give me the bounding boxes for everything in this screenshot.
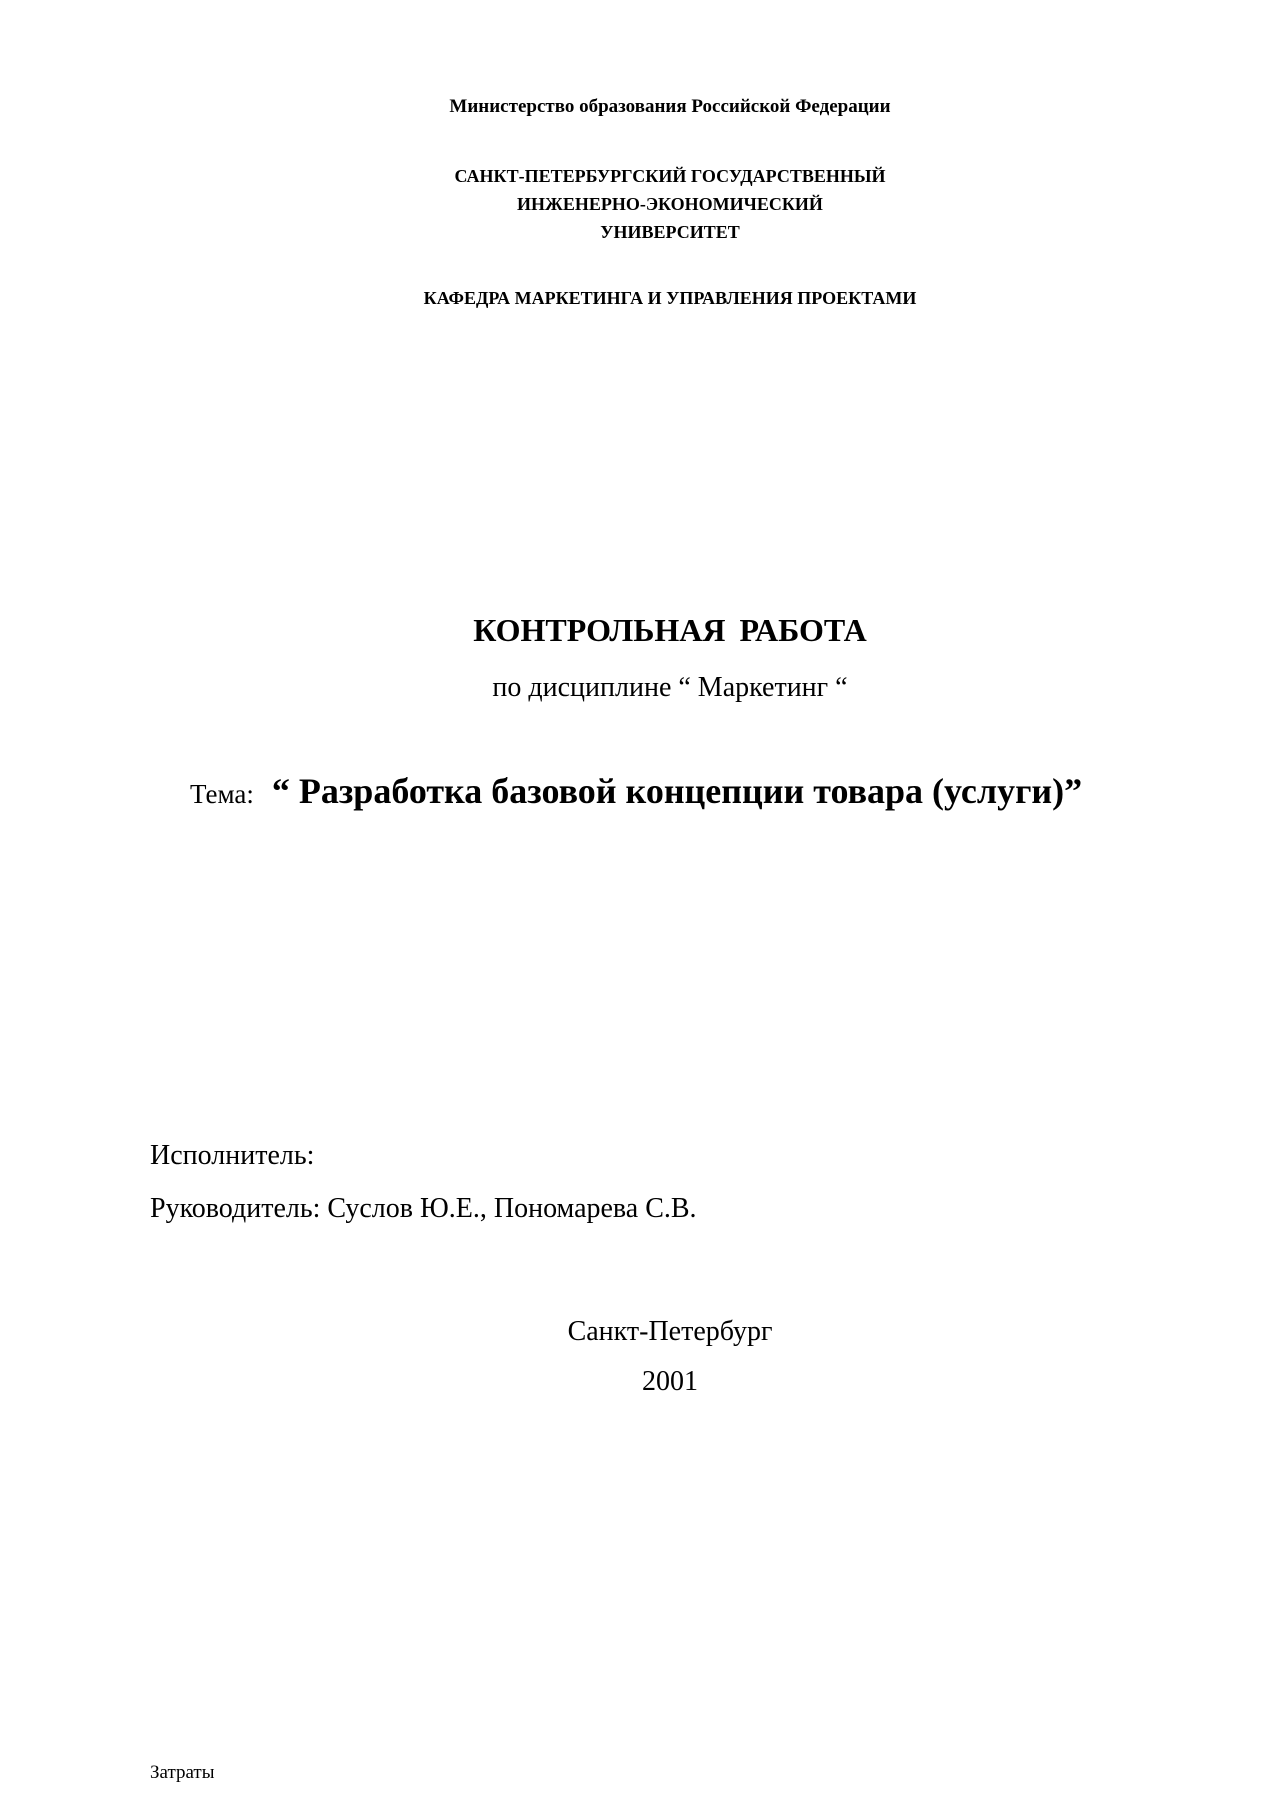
topic-label: Тема: [190, 779, 254, 809]
topic-text: “ Разработка базовой концепции товара (услуги)” [271, 771, 1083, 811]
discipline-subtitle: по дисциплине “ Маркетинг “ [492, 672, 848, 703]
university-name-line-2: ИНЖЕНЕРНО-ЭКОНОМИЧЕСКИЙ [517, 194, 823, 214]
year: 2001 [642, 1366, 698, 1397]
executor-label: Исполнитель: [150, 1140, 315, 1171]
footer-note: Затраты [150, 1762, 215, 1783]
supervisor-line: Руководитель: Суслов Ю.Е., Пономарева С.В. [150, 1193, 697, 1224]
university-name-line-3: УНИВЕРСИТЕТ [600, 222, 740, 242]
topic-line [190, 770, 1082, 812]
department-heading: КАФЕДРА МАРКЕТИНГА И УПРАВЛЕНИЯ ПРОЕКТАМИ [423, 288, 917, 308]
ministry-heading: Министерство образования Российской Федерации [449, 96, 891, 117]
university-name-line-1: САНКТ-ПЕТЕРБУРГСКИЙ ГОСУДАРСТВЕННЫЙ [454, 166, 886, 186]
city-name: Санкт-Петербург [567, 1316, 773, 1347]
document-title: КОНТРОЛЬНАЯ РАБОТА [473, 612, 867, 648]
